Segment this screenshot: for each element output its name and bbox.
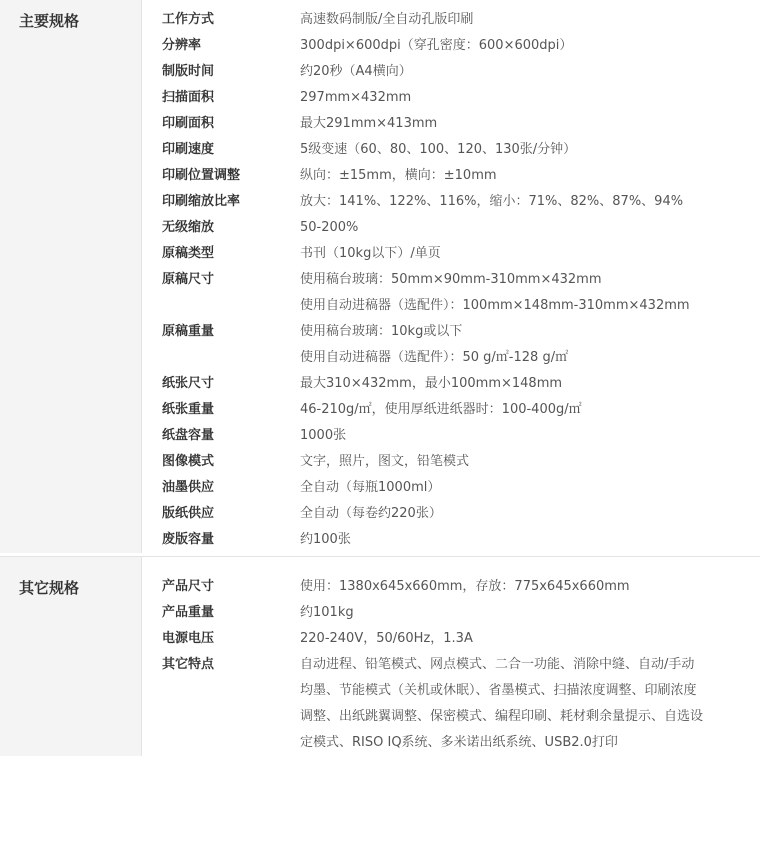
spec-row [162,215,760,241]
spec-value-line: 全自动（每瓶1000ml） [300,480,441,495]
spec-row [162,111,760,137]
spec-section-other [0,557,760,756]
spec-row [162,137,760,163]
spec-label: 原稿尺寸 [162,272,215,287]
section-body [142,557,760,756]
spec-value-line: 最大291mm×413mm [300,116,438,131]
spec-value-line: 自动进程、铅笔模式、网点模式、二合一功能、消除中缝、自动/手动 [300,657,695,672]
spec-value-line: 文字，照片，图文，铅笔模式 [300,454,470,469]
spec-row [162,397,760,423]
spec-label: 印刷速度 [162,142,215,157]
spec-value-line: 1000张 [300,428,347,443]
spec-label: 纸张重量 [162,402,215,417]
spec-label: 印刷面积 [162,116,215,131]
spec-value-line: 纵向：±15mm，横向：±10mm [300,168,497,183]
spec-value-line: 使用：1380x645x660mm，存放：775x645x660mm [300,579,630,594]
spec-label: 印刷缩放比率 [162,194,241,209]
spec-value-line: 高速数码制版/全自动孔版印刷 [300,12,474,27]
spec-label: 电源电压 [162,631,215,646]
spec-row [162,423,760,449]
spec-value-line: 调整、出纸跳翼调整、保密模式、编程印刷、耗材剩余量提示、自选设 [300,709,704,724]
spec-row [162,267,760,319]
spec-label: 其它特点 [162,657,215,672]
spec-row [162,33,760,59]
spec-value [300,527,760,553]
spec-value [300,7,760,33]
spec-value [300,574,760,600]
spec-row [162,7,760,33]
spec-row [162,475,760,501]
spec-value-line: 使用稿台玻璃：50mm×90mm-310mm×432mm [300,272,602,287]
spec-value [300,475,760,501]
spec-label: 制版时间 [162,64,215,79]
spec-value-line: 最大310×432mm，最小100mm×148mm [300,376,563,391]
spec-row [162,527,760,553]
spec-value [300,111,760,137]
spec-label: 原稿类型 [162,246,215,261]
spec-value-line: 使用自动进稿器（选配件）：50 g/㎡-128 g/㎡ [300,350,569,365]
spec-value-line: 约101kg [300,605,354,620]
spec-value [300,397,760,423]
spec-label: 纸盘容量 [162,428,215,443]
spec-row [162,574,760,600]
spec-value-line: 约100张 [300,532,351,547]
spec-value [300,423,760,449]
spec-value-line: 约20秒（A4横向） [300,64,412,79]
spec-value-line: 使用稿台玻璃：10kg或以下 [300,324,463,339]
spec-label: 印刷位置调整 [162,168,241,183]
spec-row [162,501,760,527]
spec-value-line: 全自动（每卷约220张） [300,506,442,521]
spec-value [300,600,760,626]
spec-value-line: 220-240V，50/60Hz，1.3A [300,631,473,646]
spec-value [300,85,760,111]
spec-value-line: 均墨、节能模式（关机或休眠）、省墨模式、扫描浓度调整、印刷浓度 [300,683,697,698]
spec-value [300,163,760,189]
spec-value [300,319,760,371]
spec-value-line: 46-210g/㎡，使用厚纸进纸器时：100-400g/㎡ [300,402,582,417]
spec-label: 图像模式 [162,454,215,469]
spec-value [300,33,760,59]
spec-value [300,189,760,215]
spec-label: 扫描面积 [162,90,215,105]
section-title: 主要规格 [0,0,142,553]
spec-row [162,449,760,475]
spec-label: 无级缩放 [162,220,215,235]
spec-row [162,59,760,85]
spec-row [162,626,760,652]
spec-row [162,163,760,189]
spec-label: 纸张尺寸 [162,376,215,391]
spec-value [300,449,760,475]
spec-row [162,189,760,215]
spec-row [162,85,760,111]
spec-value [300,241,760,267]
spec-value-line: 297mm×432mm [300,90,412,105]
spec-value [300,215,760,241]
spec-label: 分辨率 [162,38,202,53]
spec-row [162,600,760,626]
section-body [142,0,760,553]
spec-value [300,371,760,397]
spec-value [300,626,760,652]
spec-value-line: 5级变速（60、80、100、120、130张/分钟） [300,142,577,157]
spec-row [162,371,760,397]
spec-label: 产品尺寸 [162,579,215,594]
spec-label: 版纸供应 [162,506,215,521]
spec-value-line: 放大：141%、122%、116%，缩小：71%、82%、87%、94% [300,194,684,209]
spec-value [300,501,760,527]
spec-value-line: 300dpi×600dpi（穿孔密度：600×600dpi） [300,38,573,53]
spec-row [162,319,760,371]
spec-value-line: 定模式、RISO IQ系统、多米诺出纸系统、USB2.0打印 [300,735,618,750]
spec-label: 产品重量 [162,605,215,620]
spec-label: 原稿重量 [162,324,215,339]
spec-label: 废版容量 [162,532,215,547]
spec-value-line: 50-200% [300,220,359,235]
spec-value [300,652,760,756]
section-title: 其它规格 [0,557,142,756]
spec-row [162,652,760,756]
spec-value-line: 书刊（10kg以下）/单页 [300,246,441,261]
spec-value-line: 使用自动进稿器（选配件）：100mm×148mm-310mm×432mm [300,298,690,313]
spec-value [300,59,760,85]
spec-row [162,241,760,267]
spec-label: 工作方式 [162,12,215,27]
spec-value [300,137,760,163]
spec-label: 油墨供应 [162,480,215,495]
spec-value [300,267,760,319]
